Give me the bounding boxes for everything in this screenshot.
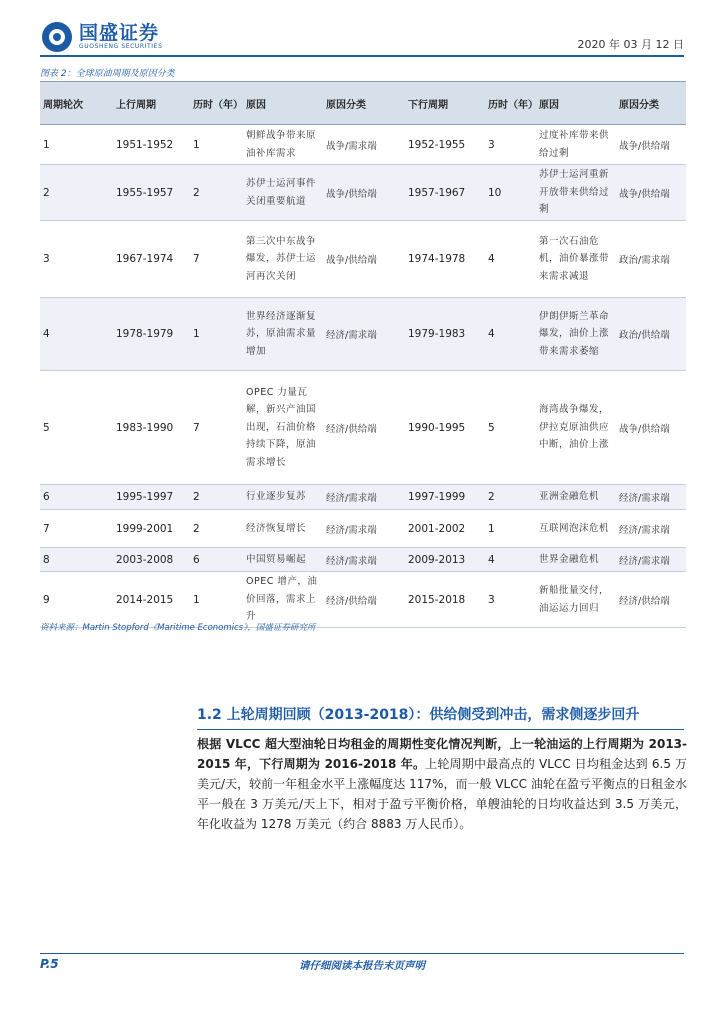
- col-header-down-years: 历时（年）: [485, 82, 536, 125]
- table-row: [40, 298, 686, 371]
- cell-up-years: 2: [190, 485, 243, 510]
- table-caption: 图表 2：全球原油周期及原因分类: [40, 69, 175, 79]
- cell-down-years: 3: [485, 125, 536, 165]
- table-row: [40, 572, 686, 628]
- cell-down-years: 4: [485, 298, 536, 371]
- col-header-down-reason: 原因: [536, 82, 616, 125]
- cell-down-category: 经济/供给端: [616, 572, 686, 628]
- table-row: [40, 165, 686, 221]
- col-header-up-category: 原因分类: [323, 82, 405, 125]
- logo-cn: 国盛证券: [79, 22, 160, 44]
- cell-up-years: 7: [190, 371, 243, 485]
- cell-down-years: 4: [485, 548, 536, 572]
- cell-down-period: 2015-2018: [405, 572, 485, 628]
- cell-down-period: 1979-1983: [405, 298, 485, 371]
- cell-up-period: 2014-2015: [113, 572, 190, 628]
- table-row: [40, 485, 686, 510]
- cell-up-category: 经济/供给端: [323, 572, 405, 628]
- col-header-up-years: 历时（年）: [190, 82, 243, 125]
- cell-up-category: 经济/供给端: [323, 371, 405, 485]
- cell-round: 1: [40, 125, 113, 165]
- cell-down-years: 10: [485, 165, 536, 221]
- cell-up-category: 经济/需求端: [323, 298, 405, 371]
- cell-down-reason: 新船批量交付，油运运力回归: [536, 572, 616, 628]
- logo-en: GUOSHENG SECURITIES: [79, 43, 163, 50]
- cell-down-years: 2: [485, 485, 536, 510]
- cell-down-reason: 互联网泡沫危机: [536, 510, 616, 548]
- logo-emblem-icon: [42, 22, 72, 52]
- cell-round: 3: [40, 221, 113, 298]
- cell-down-category: 政治/需求端: [616, 221, 686, 298]
- cell-up-reason: 经济恢复增长: [243, 510, 323, 548]
- cell-up-category: 战争/供给端: [323, 165, 405, 221]
- cell-up-category: 战争/供给端: [323, 221, 405, 298]
- cell-round: 7: [40, 510, 113, 548]
- cell-up-reason: 中国贸易崛起: [243, 548, 323, 572]
- cell-up-period: 1983-1990: [113, 371, 190, 485]
- cell-down-period: 1997-1999: [405, 485, 485, 510]
- cell-down-category: 战争/供给端: [616, 165, 686, 221]
- cell-up-reason: 朝鲜战争带来原油补库需求: [243, 125, 323, 165]
- cell-up-category: 经济/需求端: [323, 548, 405, 572]
- cell-round: 6: [40, 485, 113, 510]
- cell-down-category: 经济/需求端: [616, 548, 686, 572]
- cell-up-period: 1955-1957: [113, 165, 190, 221]
- cell-up-period: 1951-1952: [113, 125, 190, 165]
- cell-up-years: 2: [190, 510, 243, 548]
- cell-down-period: 1957-1967: [405, 165, 485, 221]
- cell-down-category: 战争/供给端: [616, 371, 686, 485]
- cell-round: 4: [40, 298, 113, 371]
- section-divider: [197, 729, 684, 730]
- cell-down-years: 5: [485, 371, 536, 485]
- paragraph-lead: 根据 VLCC 超大型油轮日均租金的周期性变化情况判断，上一轮油运的上行周期为 2013-2015 年，下行周期为 2016-2018 年。: [197, 737, 687, 771]
- cell-up-years: 2: [190, 165, 243, 221]
- report-date: 2020 年 03 月 12 日: [577, 38, 684, 51]
- cell-up-years: 6: [190, 548, 243, 572]
- cell-up-period: 1967-1974: [113, 221, 190, 298]
- cell-up-reason: 世界经济逐渐复苏，原油需求量增加: [243, 298, 323, 371]
- cell-up-category: 经济/需求端: [323, 485, 405, 510]
- page-number: P.5: [40, 957, 59, 971]
- cell-down-period: 1990-1995: [405, 371, 485, 485]
- section-heading: 1.2 上轮周期回顾（2013-2018）：供给侧受到冲击，需求侧逐步回升: [197, 707, 640, 723]
- cell-down-category: 经济/需求端: [616, 485, 686, 510]
- table-source: 资料来源：Martin Stopford《Maritime Economics》，国盛证券研究所: [40, 623, 316, 633]
- cell-down-period: 1974-1978: [405, 221, 485, 298]
- cell-down-reason: 过度补库带来供给过剩: [536, 125, 616, 165]
- col-header-up-period: 上行周期: [113, 82, 190, 125]
- cell-down-category: 政治/供给端: [616, 298, 686, 371]
- paragraph-body: 上轮周期中最高点的 VLCC 日均租金达到 6.5 万美元/天，较前一年租金水平上涨幅度达 117%，而一般 VLCC 油轮在盈亏平衡点的日租金水平一般在 3 万美元/天上下，相对于盈亏平衡价格，单艘油轮的日均收益达到 3.5 万美元，年化收益为 1278 万美元（约合 8883 万人民币）。: [197, 757, 688, 831]
- cell-up-years: 1: [190, 572, 243, 628]
- logo-text: [79, 23, 162, 51]
- cell-down-reason: 世界金融危机: [536, 548, 616, 572]
- cell-up-reason: 行业逐步复苏: [243, 485, 323, 510]
- header-divider: [40, 55, 684, 57]
- cell-down-years: 1: [485, 510, 536, 548]
- cell-down-period: 2009-2013: [405, 548, 485, 572]
- table-header-row: [40, 82, 686, 125]
- footer-disclaimer: 请仔细阅读本报告末页声明: [299, 960, 425, 972]
- cell-round: 8: [40, 548, 113, 572]
- cell-down-reason: 海湾战争爆发，伊拉克原油供应中断，油价上涨: [536, 371, 616, 485]
- cell-up-reason: 苏伊士运河事件关闭重要航道: [243, 165, 323, 221]
- cell-up-category: 经济/需求端: [323, 510, 405, 548]
- cell-down-period: 2001-2002: [405, 510, 485, 548]
- cell-down-years: 4: [485, 221, 536, 298]
- table-row: [40, 125, 686, 165]
- cell-up-years: 1: [190, 298, 243, 371]
- table-row: [40, 371, 686, 485]
- table-row: [40, 510, 686, 548]
- brand-logo: [42, 22, 162, 52]
- cell-down-category: 战争/供给端: [616, 125, 686, 165]
- cell-down-reason: 亚洲金融危机: [536, 485, 616, 510]
- col-header-up-reason: 原因: [243, 82, 323, 125]
- oil-cycle-table: [40, 81, 686, 628]
- cell-down-years: 3: [485, 572, 536, 628]
- table-row: [40, 548, 686, 572]
- cell-up-period: 2003-2008: [113, 548, 190, 572]
- footer-divider: [40, 953, 684, 954]
- cell-up-years: 7: [190, 221, 243, 298]
- body-paragraph: [197, 734, 687, 834]
- cell-up-category: 战争/需求端: [323, 125, 405, 165]
- cell-up-reason: OPEC 力量瓦解，新兴产油国出现，石油价格持续下降，原油需求增长: [243, 371, 323, 485]
- cell-up-period: 1995-1997: [113, 485, 190, 510]
- col-header-down-category: 原因分类: [616, 82, 686, 125]
- cell-down-category: 经济/需求端: [616, 510, 686, 548]
- table-row: [40, 221, 686, 298]
- cell-up-period: 1999-2001: [113, 510, 190, 548]
- cell-down-reason: 伊朗伊斯兰革命爆发，油价上涨带来需求萎缩: [536, 298, 616, 371]
- cell-up-reason: 第三次中东战争爆发，苏伊士运河再次关闭: [243, 221, 323, 298]
- col-header-down-period: 下行周期: [405, 82, 485, 125]
- cell-down-period: 1952-1955: [405, 125, 485, 165]
- cell-round: 9: [40, 572, 113, 628]
- cell-round: 5: [40, 371, 113, 485]
- cell-up-years: 1: [190, 125, 243, 165]
- cell-round: 2: [40, 165, 113, 221]
- cell-down-reason: 苏伊士运河重新开放带来供给过剩: [536, 165, 616, 221]
- cell-down-reason: 第一次石油危机，油价暴涨带来需求减退: [536, 221, 616, 298]
- cell-up-reason: OPEC 增产，油价回落，需求上升: [243, 572, 323, 628]
- col-header-round: 周期轮次: [40, 82, 113, 125]
- cell-up-period: 1978-1979: [113, 298, 190, 371]
